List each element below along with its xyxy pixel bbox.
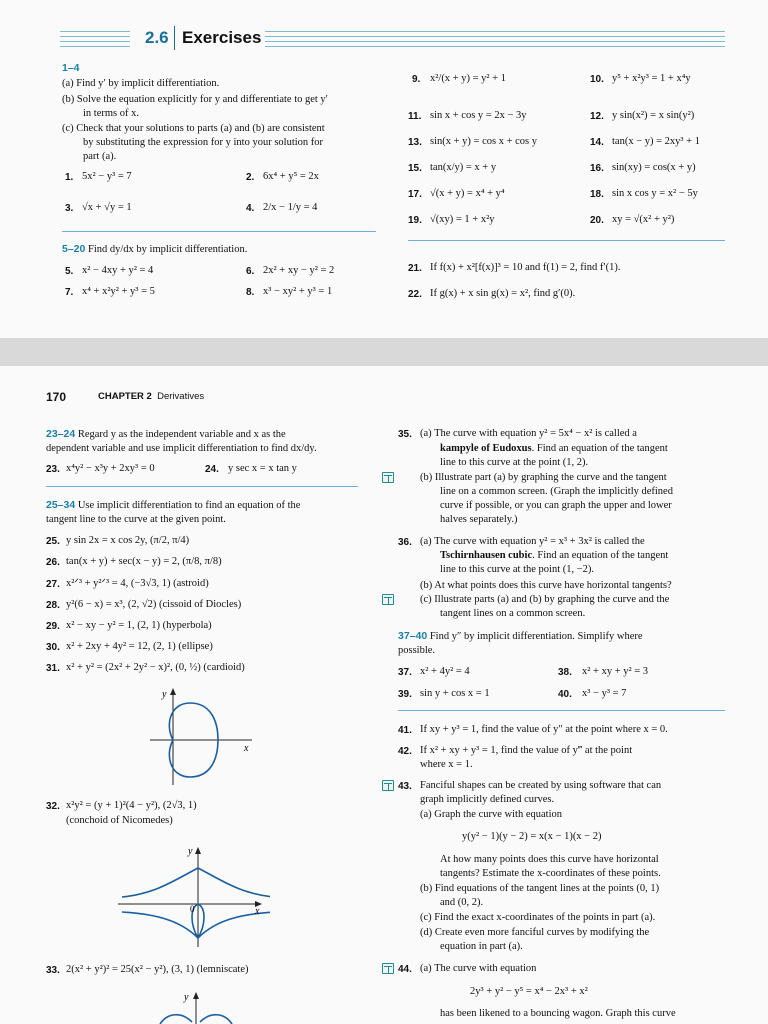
exercise-number: 18. [590,189,604,200]
exercise-equation: 2y³ + y² − y⁵ = x⁴ − 2x³ + x² [470,986,588,997]
graphing-calculator-icon [382,594,394,605]
origin-label: 0 [190,904,195,914]
exercise-text: kampyle of Eudoxus. Find an equation of the tangent [440,443,668,454]
y-axis-label: y [162,689,167,700]
exercise-equation: tan(x + y) + sec(x − y) = 2, (π/8, π/8) [66,556,222,567]
chapter-label: CHAPTER 2 Derivatives [98,391,205,402]
exercise-text: halves separately.) [440,514,518,525]
exercise-number: 38. [558,667,572,678]
exercise-number: 23. [46,464,60,475]
exercise-number: 3. [65,203,74,214]
exercise-equation: x³ − xy² + y³ = 1 [263,286,333,297]
exercise-number: 32. [46,801,60,812]
exercise-text: (b) At what points does this curve have horizontal tangents? [420,580,672,591]
exercise-text: (d) Create even more fanciful curves by modifying the [420,927,650,938]
exercise-number: 35. [398,429,412,440]
exercise-number: 9. [412,74,421,85]
exercise-text: If x² + xy + y³ = 1, find the value of y‴ at the point [420,745,633,756]
exercise-number: 24. [205,464,219,475]
exercise-number: 12. [590,111,604,122]
exercise-equation: √(x + y) = x⁴ + y⁴ [430,188,505,199]
exercise-equation: y⁵ + x²y³ = 1 + x⁴y [612,73,691,84]
exercise-equation: sin(xy) = cos(x + y) [612,162,696,173]
exercise-text: At how many points does this curve have horizontal [440,854,659,865]
exercise-equation: sin(x + y) = cos x + cos y [430,136,538,147]
instruction-37-40: 37–40 Find y″ by implicit differentiation. Simplify where [398,630,643,642]
exercise-equation: x²y² = (y + 1)²(4 − y²), (2√3, 1) [66,800,197,811]
exercise-text: where x = 1. [420,759,473,770]
curve-name: (conchoid of Nicomedes) [66,815,173,826]
range-1-4: 1–4 [62,62,80,74]
exercise-number: 28. [46,600,60,611]
exercise-text: and (0, 2). [440,897,484,908]
exercise-number: 31. [46,663,60,674]
exercise-number: 4. [246,203,255,214]
exercise-equation: y²(6 − x) = x³, (2, √2) (cissoid of Diocles) [66,599,242,610]
exercise-text: equation in part (a). [440,941,523,952]
exercise-number: 36. [398,537,412,548]
exercise-number: 43. [398,781,412,792]
exercise-text: has been likened to a bouncing wagon. Graph this curve [440,1008,676,1019]
exercise-number: 26. [46,557,60,568]
exercise-text: If xy + y³ = 1, find the value of y″ at the point where x = 0. [420,724,668,735]
exercise-equation: √x + √y = 1 [82,202,132,213]
exercise-number: 42. [398,746,412,757]
exercise-equation: sin y + cos x = 1 [420,688,490,699]
exercise-number: 41. [398,725,412,736]
exercise-number: 2. [246,172,255,183]
exercise-equation: tan(x/y) = x + y [430,162,497,173]
exercise-text: tangents? Estimate the x-coordinates of these points. [440,868,661,879]
exercise-text: tangent lines on a common screen. [440,608,586,619]
exercise-text: (a) Graph the curve with equation [420,809,562,820]
exercise-text: (b) Illustrate part (a) by graphing the curve and the tangent [420,472,667,483]
exercise-text: line to this curve at the point (1, 2). [440,457,589,468]
exercise-equation: 6x⁴ + y⁵ = 2x [263,171,319,182]
instruction-c2: by substituting the expression for y into your solution for [83,137,324,148]
exercise-equation: xy = √(x² + y²) [612,214,675,225]
exercise-equation: 2/x − 1/y = 4 [263,202,318,213]
exercise-number: 16. [590,163,604,174]
cardioid-figure [140,685,260,790]
exercise-text: If f(x) + x²[f(x)]³ = 10 and f(1) = 2, find f′(1). [430,262,621,273]
instruction-c1: (c) Check that your solutions to parts (a) and (b) are consistent [62,123,325,134]
lemniscate-figure [140,990,270,1024]
exercise-equation: x² − xy − y² = 1, (2, 1) (hyperbola) [66,620,212,631]
exercise-equation: 5x² − y³ = 7 [82,171,132,182]
exercise-text: graph implicitly defined curves. [420,794,555,805]
exercise-equation: x³ − y³ = 7 [582,688,627,699]
exercise-number: 15. [408,163,422,174]
exercise-equation: 2x² + xy − y² = 2 [263,265,335,276]
exercise-number: 27. [46,579,60,590]
exercise-text: (c) Illustrate parts (a) and (b) by graphing the curve and the [420,594,670,605]
exercise-equation: x² + 4y² = 4 [420,666,470,677]
exercise-equation: sin x + cos y = 2x − 3y [430,110,527,121]
instruction-c3: part (a). [83,151,117,162]
exercise-equation: y sin(x²) = x sin(y²) [612,110,695,121]
exercise-number: 5. [65,266,74,277]
page-number: 170 [46,390,67,404]
exercise-text: line to this curve at the point (1, −2). [440,564,595,575]
y-axis-label: y [188,846,193,857]
exercise-number: 8. [246,287,255,298]
exercise-number: 22. [408,289,422,300]
exercise-number: 6. [246,266,255,277]
instruction-23-24: 23–24 Regard y as the independent variable and x as the [46,428,286,440]
exercise-equation: √(xy) = 1 + x²y [430,214,495,225]
x-axis-label: x [244,743,249,754]
y-axis-label: y [184,992,189,1003]
graphing-calculator-icon [382,780,394,791]
exercise-number: 29. [46,621,60,632]
instruction-b2: in terms of x. [83,108,139,119]
instruction-a: (a) Find y′ by implicit differentiation. [62,78,220,89]
exercise-text: (a) The curve with equation [420,963,537,974]
exercise-equation: x²ᐟ³ + y²ᐟ³ = 4, (−3√3, 1) (astroid) [66,578,209,589]
exercise-number: 14. [590,137,604,148]
exercise-number: 37. [398,667,412,678]
instruction-5-20: 5–20 Find dy/dx by implicit differentiation. [62,243,248,255]
exercise-equation: sin x cos y = x² − 5y [612,188,698,199]
exercise-number: 39. [398,689,412,700]
graphing-calculator-icon [382,472,394,483]
exercise-number: 20. [590,215,604,226]
instruction-25-34-line2: tangent line to the curve at the given point. [46,514,226,525]
exercise-number: 25. [46,536,60,547]
exercise-text: (a) The curve with equation y² = 5x⁴ − x² is called a [420,428,637,439]
exercise-equation: x⁴y² − x³y + 2xy³ = 0 [66,463,155,474]
exercise-equation: x²/(x + y) = y² + 1 [430,73,506,84]
exercise-text: (c) Find the exact x-coordinates of the points in part (a). [420,912,656,923]
exercise-number: 33. [46,965,60,976]
exercise-number: 10. [590,74,604,85]
exercise-text: (b) Find equations of the tangent lines at the points (0, 1) [420,883,660,894]
exercise-equation: y sin 2x = x cos 2y, (π/2, π/4) [66,535,190,546]
exercise-equation: 2(x² + y²)² = 25(x² − y²), (3, 1) (lemniscate) [66,964,249,975]
exercise-equation: y sec x = x tan y [228,463,297,474]
instruction-b1: (b) Solve the equation explicitly for y and differentiate to get y′ [62,94,328,105]
exercise-number: 17. [408,189,422,200]
instruction-25-34: 25–34 Use implicit differentiation to find an equation of the [46,499,301,511]
exercise-number: 13. [408,137,422,148]
exercise-equation: x² − 4xy + y² = 4 [82,265,154,276]
exercise-number: 44. [398,964,412,975]
exercise-number: 7. [65,287,74,298]
exercise-number: 19. [408,215,422,226]
exercise-equation: x⁴ + x²y² + y³ = 5 [82,286,155,297]
exercise-number: 40. [558,689,572,700]
exercise-text: curve if possible, or you can graph the upper and lower [440,500,672,511]
exercise-equation: x² + y² = (2x² + 2y² − x)², (0, ½) (cardioid) [66,662,245,673]
instruction-37-40-line2: possible. [398,645,436,656]
exercise-number: 1. [65,172,74,183]
exercise-text: Fanciful shapes can be created by using software that can [420,780,662,791]
exercise-number: 30. [46,642,60,653]
exercise-equation: tan(x − y) = 2xy³ + 1 [612,136,700,147]
exercise-text: If g(x) + x sin g(x) = x², find g′(0). [430,288,576,299]
exercise-equation: x² + 2xy + 4y² = 12, (2, 1) (ellipse) [66,641,213,652]
exercise-equation: y(y² − 1)(y − 2) = x(x − 1)(x − 2) [462,831,602,842]
instruction-23-24-line2: dependent variable and use implicit differentiation to find dx/dy. [46,443,317,454]
exercise-text: Tschirnhausen cubic. Find an equation of the tangent [440,550,669,561]
exercise-number: 21. [408,263,422,274]
x-axis-label: x [255,906,260,917]
section-number: 2.6 [145,28,169,47]
graphing-calculator-icon [382,963,394,974]
section-title: Exercises [182,28,262,47]
exercise-equation: x² + xy + y² = 3 [582,666,649,677]
exercise-number: 11. [408,111,422,122]
exercise-text: (a) The curve with equation y² = x³ + 3x² is called the [420,536,645,547]
conchoid-figure [110,842,270,952]
page-top [0,0,768,338]
exercise-text: line on a common screen. (Graph the implicitly defined [440,486,673,497]
